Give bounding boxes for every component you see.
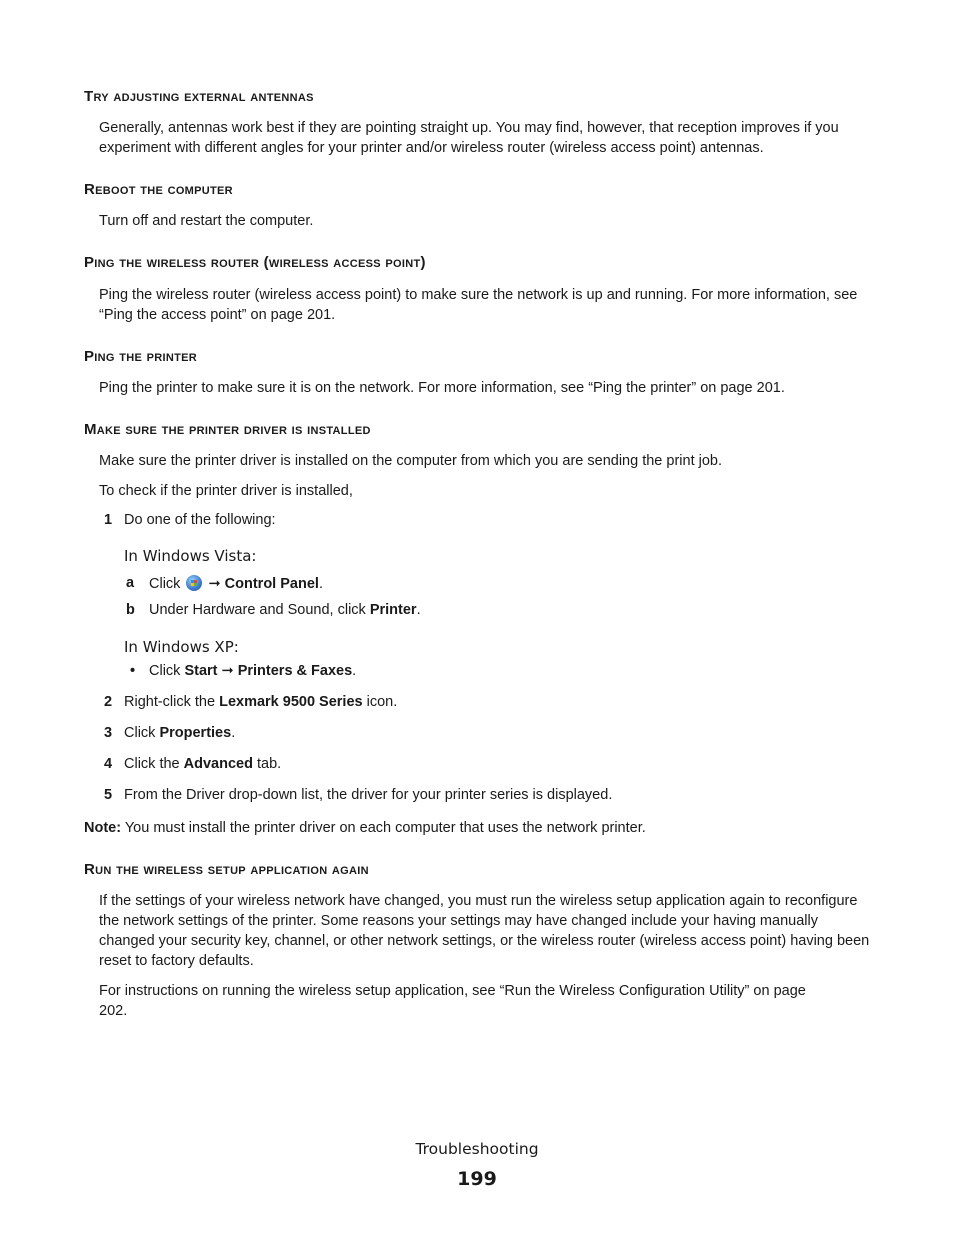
heading-reboot: Reboot the computer [84, 181, 233, 198]
heading-ping-printer: Ping the printer [84, 348, 197, 365]
step-4-pre: Click the [124, 756, 180, 772]
step-text-3 [124, 725, 235, 741]
vista-step-b-post: . [416, 602, 421, 618]
page-number: 199 [457, 1168, 497, 1190]
step-4-bold: Advanced [183, 756, 253, 772]
step-number-2: 2 [104, 694, 113, 710]
paragraph-reboot: Turn off and restart the computer. [99, 213, 314, 229]
vista-step-a-bold: Control Panel [224, 576, 319, 592]
arrow-icon: ➞ [221, 663, 234, 679]
vista-step-b-pre: Under Hardware and Sound, click [149, 602, 366, 618]
vista-step-b-letter: b [126, 602, 135, 618]
heading-driver: Make sure the printer driver is installed [84, 421, 371, 438]
vista-step-a-letter: a [126, 575, 135, 591]
step-3-bold: Properties [159, 725, 232, 741]
step-number-4: 4 [104, 756, 113, 772]
step-number-5: 5 [104, 787, 113, 803]
heading-setup: Run the wireless setup application again [84, 861, 369, 878]
step-3-post: . [231, 725, 236, 741]
step-3-pre: Click [124, 725, 156, 741]
paragraph-ping-printer: Ping the printer to make sure it is on the network. For more information, see “Ping the printer” on page 201. [99, 380, 785, 396]
windows-vista-label: In Windows Vista: [124, 547, 257, 565]
step-2-pre: Right-click the [124, 694, 216, 710]
vista-step-a-post: . [318, 576, 323, 592]
footer-section-title: Troubleshooting [415, 1140, 539, 1158]
note [84, 818, 874, 838]
step-number-1: 1 [104, 512, 113, 528]
paragraph-driver-1: Make sure the printer driver is installed on the computer from which you are sending the print job. [99, 453, 723, 469]
vista-step-b [149, 602, 421, 618]
xp-step-bold-1: Start [184, 663, 218, 679]
xp-step-bold-2: Printers & Faxes [237, 663, 353, 679]
step-text-2 [124, 694, 397, 710]
vista-step-a [149, 575, 323, 592]
xp-step [149, 663, 356, 679]
heading-ping-router: Ping the wireless router (wireless access point) [84, 254, 426, 271]
note-text: You must install the printer driver on each computer that uses the network printer. [124, 820, 646, 836]
step-number-3: 3 [104, 725, 113, 741]
paragraph-setup-2: For instructions on running the wireless setup application, see “Run the Wireless Configuration Utility” on page 202. [99, 983, 806, 1019]
step-text-1: Do one of the following: [124, 512, 276, 528]
arrow-icon: ➞ [208, 576, 221, 592]
paragraph-antennas: Generally, antennas work best if they are pointing straight up. You may find, however, that reception improves if you experiment with different angles for your printer and/or wireless router (wireless access point) antennas. [99, 120, 839, 156]
step-4-post: tab. [256, 756, 282, 772]
paragraph-ping-router: Ping the wireless router (wireless access point) to make sure the network is up and running. For more information, see “Ping the access point” on page 201. [99, 287, 858, 323]
paragraph-setup-1: If the settings of your wireless network have changed, you must run the wireless setup application again to reconfigure the network settings of the printer. Some reasons your settings may have changed include your having manually changed your security key, channel, or other network settings, or the wireless router (wireless access point) having been reset to factory defaults. [99, 893, 870, 969]
note-label: Note: [84, 820, 122, 836]
vista-step-b-bold: Printer [369, 602, 417, 618]
paragraph-driver-2: To check if the printer driver is installed, [99, 483, 353, 499]
step-2-post: icon. [366, 694, 398, 710]
xp-step-post: . [352, 663, 357, 679]
bullet-icon: • [130, 663, 136, 679]
step-2-bold: Lexmark 9500 Series [219, 694, 363, 710]
windows-xp-label: In Windows XP: [124, 638, 239, 656]
heading-antennas: Try adjusting external antennas [84, 88, 314, 105]
step-text-4 [124, 756, 281, 772]
xp-step-pre: Click [149, 663, 181, 679]
windows-start-orb-icon [186, 575, 202, 591]
step-text-5: From the Driver drop-down list, the driver for your printer series is displayed. [124, 787, 613, 803]
vista-step-a-pre: Click [149, 576, 181, 592]
